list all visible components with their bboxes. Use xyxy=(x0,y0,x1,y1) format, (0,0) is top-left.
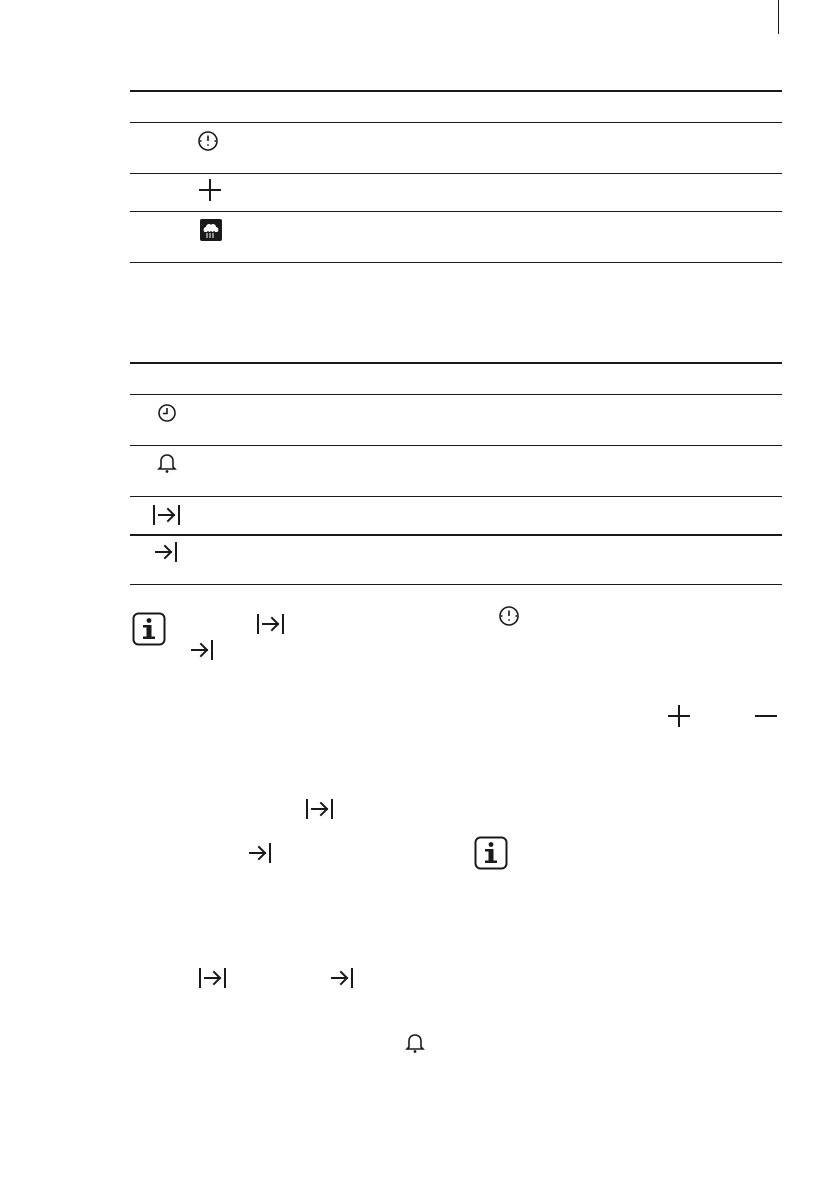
end-time-icon xyxy=(328,966,358,990)
end-time-icon xyxy=(246,841,276,865)
body-minus-icon xyxy=(754,704,778,728)
bell-icon xyxy=(405,1032,425,1054)
duration-icon xyxy=(305,797,335,821)
note-end-time-icon xyxy=(188,638,218,662)
table-row xyxy=(152,503,180,531)
clock-outline-icon xyxy=(196,129,220,153)
body-end-time-icon xyxy=(246,841,276,865)
table-row-divider xyxy=(130,122,782,123)
end-time-icon xyxy=(152,540,182,564)
clock-outline-icon xyxy=(497,604,521,628)
table-row xyxy=(196,129,224,157)
note-duration-icon xyxy=(256,612,286,636)
table-row-divider xyxy=(130,534,782,536)
body-duration-icon xyxy=(305,797,335,821)
bell-icon xyxy=(157,452,177,474)
end-time-icon xyxy=(188,638,218,662)
body-bell-icon xyxy=(405,1032,425,1054)
info-icon xyxy=(132,612,166,646)
info-note-icon xyxy=(132,612,166,646)
table-row-divider xyxy=(130,394,782,395)
body-info-icon xyxy=(474,836,508,870)
duration-icon xyxy=(198,966,228,990)
body-plus-icon xyxy=(667,704,691,728)
duration-icon xyxy=(256,612,286,636)
table-header-rule xyxy=(130,90,782,92)
table-row-divider xyxy=(130,173,782,174)
table-buttons xyxy=(130,90,782,265)
table-clock-functions xyxy=(130,362,782,588)
table-row xyxy=(156,402,184,430)
duration-icon xyxy=(152,503,182,527)
steam-cooking-icon xyxy=(200,219,222,241)
table-row xyxy=(200,219,228,247)
table-row-divider xyxy=(130,584,782,585)
table-row xyxy=(152,540,180,568)
plus-icon xyxy=(198,178,222,202)
body-end-time-icon xyxy=(328,966,358,990)
corner-crop-mark xyxy=(778,0,779,34)
table-header-rule xyxy=(130,362,782,364)
table-row-divider xyxy=(130,496,782,497)
plus-icon xyxy=(667,704,691,728)
body-duration-icon xyxy=(198,966,228,990)
table-row-divider xyxy=(130,211,782,212)
table-row-divider xyxy=(130,445,782,446)
minus-icon xyxy=(754,704,778,728)
clock-icon xyxy=(156,402,178,424)
table-row-divider xyxy=(130,262,782,263)
info-icon xyxy=(474,836,508,870)
table-row xyxy=(198,178,226,206)
table-row xyxy=(157,452,185,480)
note-clock-icon xyxy=(497,604,521,628)
